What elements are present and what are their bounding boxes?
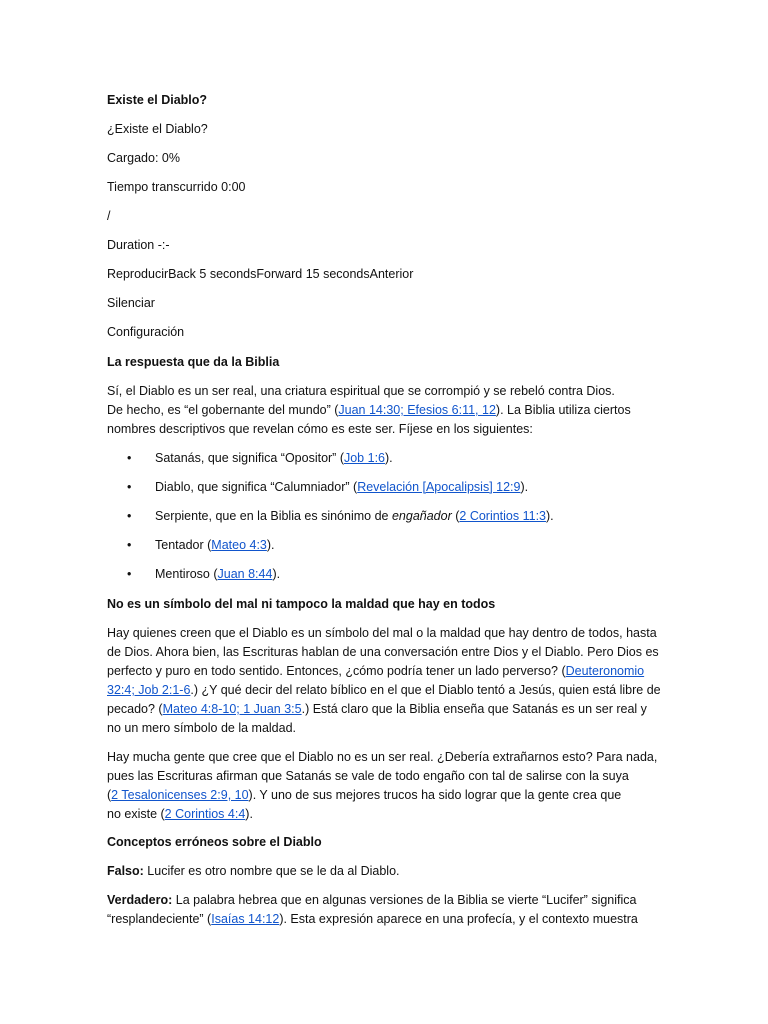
paragraph-line: “resplandeciente” (Isaías 14:12). Esta expresión aparece en una profecía, y el contexto muestra — [107, 912, 638, 926]
player-loaded: Cargado: 0% — [107, 151, 180, 165]
paragraph-line: Falso: Lucifer es otro nombre que se le da al Diablo. — [107, 864, 400, 878]
scripture-link[interactable]: Juan 8:44 — [217, 567, 273, 581]
paragraph-line: de Dios. Ahora bien, las Escrituras hablan de una conversación entre Dios y el Diablo. Pero Dios es — [107, 645, 659, 659]
paragraph-line: pues las Escrituras afirman que Satanás se vale de todo engaño con tal de salirse con la suya — [107, 769, 629, 783]
scripture-link[interactable]: Mateo 4:3 — [211, 538, 267, 552]
player-elapsed: Tiempo transcurrido 0:00 — [107, 180, 246, 194]
scripture-link[interactable]: 2 Corintios 4:4 — [164, 807, 246, 821]
bullet-icon: • — [127, 451, 132, 465]
scripture-link[interactable]: 2 Corintios 11:3 — [459, 509, 547, 523]
paragraph-line: Hay mucha gente que cree que el Diablo no es un ser real. ¿Debería extrañarnos esto? Para nada, — [107, 750, 658, 764]
paragraph-line: Verdadero: La palabra hebrea que en algunas versiones de la Biblia se vierte “Lucifer” significa — [107, 893, 637, 907]
settings-button[interactable]: Configuración — [107, 325, 185, 339]
scripture-link[interactable]: Job 1:6 — [343, 451, 385, 465]
section-heading-symbol: No es un símbolo del mal ni tampoco la maldad que hay en todos — [107, 597, 496, 611]
true-label: Verdadero: — [107, 893, 173, 907]
scripture-link[interactable]: Mateo 4:8-10; 1 Juan 3:5 — [162, 702, 302, 716]
scripture-link[interactable]: Revelación [Apocalipsis] 12:9 — [357, 480, 521, 494]
paragraph-line: Sí, el Diablo es un ser real, una criatura espiritual que se corrompió y se rebeló contra Dios. — [107, 384, 615, 398]
player-separator: / — [107, 209, 111, 223]
paragraph-line: nombres descriptivos que revelan cómo es este ser. Fíjese en los siguientes: — [107, 422, 533, 436]
bullet-icon: • — [127, 509, 132, 523]
scripture-link[interactable]: Juan 14:30; Efesios 6:11, 12 — [338, 403, 496, 417]
player-heading: ¿Existe el Diablo? — [107, 122, 208, 136]
scripture-link[interactable]: Deuteronomio — [565, 664, 645, 678]
paragraph-line: (2 Tesalonicenses 2:9, 10). Y uno de sus mejores trucos ha sido lograr que la gente crea que — [107, 788, 622, 802]
paragraph-line: perfecto y puro en todo sentido. Entonces, ¿cómo podría tener un lado perverso? (Deuteronomio — [107, 664, 645, 678]
paragraph-line: no existe (2 Corintios 4:4). — [107, 807, 253, 821]
paragraph-line: 32:4; Job 2:1-6.) ¿Y qué decir del relato bíblico en el que el Diablo tentó a Jesús, quien está libre de — [107, 683, 661, 697]
bullet-icon: • — [127, 567, 132, 581]
player-controls[interactable]: ReproducirBack 5 secondsForward 15 secondsAnterior — [107, 267, 414, 281]
paragraph-line: Hay quienes creen que el Diablo es un símbolo del mal o la maldad que hay dentro de todos, hasta — [107, 626, 657, 640]
section-heading-answer: La respuesta que da la Biblia — [107, 355, 280, 369]
scripture-link[interactable]: 2 Tesalonicenses 2:9, 10 — [111, 788, 249, 802]
scripture-link[interactable]: 32:4; Job 2:1-6 — [107, 683, 191, 697]
mute-button[interactable]: Silenciar — [107, 296, 155, 310]
paragraph-line: De hecho, es “el gobernante del mundo” (Juan 14:30; Efesios 6:11, 12). La Biblia utiliza ciertos — [107, 403, 631, 417]
bullet-icon: • — [127, 538, 132, 552]
paragraph-line: no un mero símbolo de la maldad. — [107, 721, 296, 735]
bullet-icon: • — [127, 480, 132, 494]
scripture-link[interactable]: Isaías 14:12 — [211, 912, 280, 926]
player-duration: Duration -:- — [107, 238, 170, 252]
paragraph-line: pecado? (Mateo 4:8-10; 1 Juan 3:5.) Está claro que la Biblia enseña que Satanás es un ser real y — [107, 702, 647, 716]
document-title: Existe el Diablo? — [107, 93, 208, 107]
false-label: Falso: — [107, 864, 144, 878]
section-heading-misconceptions: Conceptos erróneos sobre el Diablo — [107, 835, 322, 849]
